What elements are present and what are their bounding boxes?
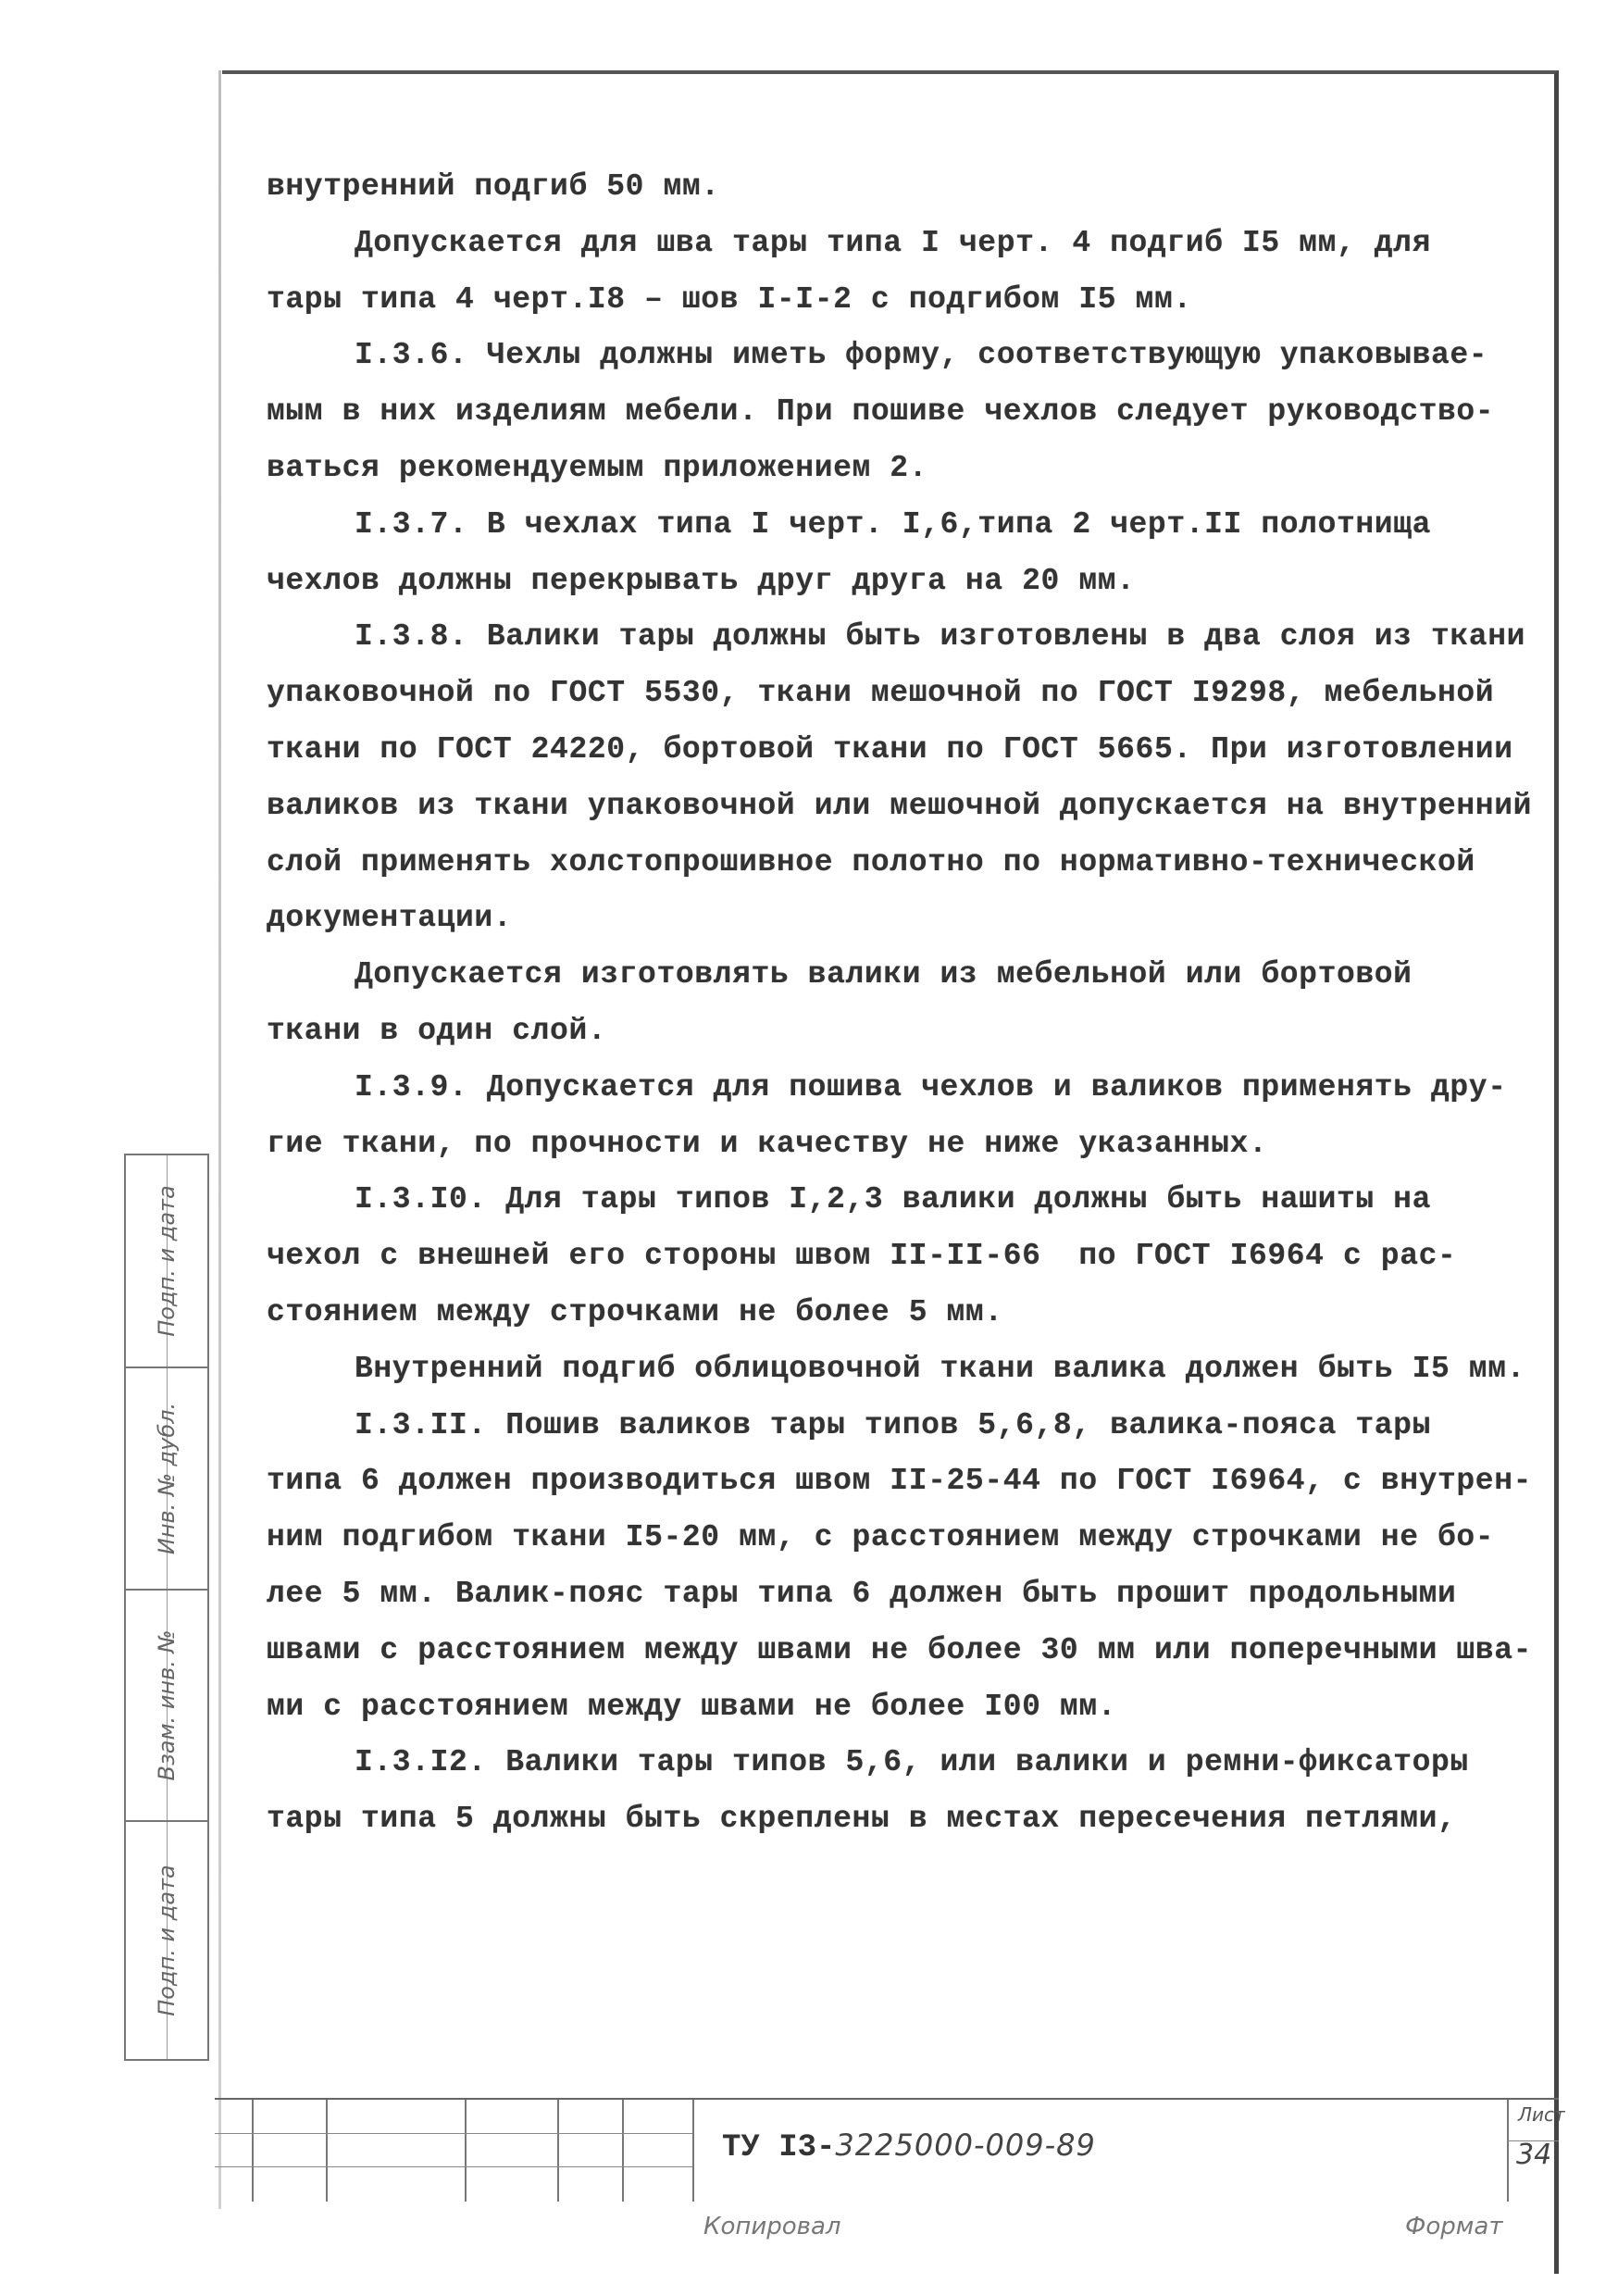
side-stamp-label: Инв. № дубл. <box>154 1402 180 1555</box>
text-line: Допускается для шва тары типа I черт. 4 подгиб I5 мм, для <box>355 225 1431 260</box>
title-block-rule <box>215 2133 692 2134</box>
copied-by-label: Копировал <box>703 2213 841 2240</box>
text-line: тары типа 4 черт.I8 – шов I-I-2 с подгибом I5 мм. <box>267 281 1192 317</box>
title-block-rule <box>1507 2100 1509 2202</box>
title-block-rule <box>692 2100 694 2202</box>
text-line: лее 5 мм. Валик-пояс тары типа 6 должен быть прошит продольными <box>267 1576 1457 1611</box>
side-stamp-label: Взам. инв. № <box>154 1629 180 1781</box>
text-line: I.3.I0. Для тары типов I,2,3 валики должны быть нашиты на <box>355 1182 1431 1217</box>
text-line: мым в них изделиям мебели. При пошиве чехлов следует руководство- <box>267 394 1495 430</box>
text-line: чехлов должны перекрывать друг друга на 20 мм. <box>267 563 1136 598</box>
side-stamp-cell <box>126 1368 207 1591</box>
document-body <box>267 159 1559 1848</box>
text-line: чехол с внешней его стороны швом II-II-66 по ГОСТ I6964 с рас- <box>267 1239 1457 1274</box>
text-line: I.3.II. Пошив валиков тары типов 5,6,8, валика-пояса тары <box>355 1407 1431 1442</box>
text-line: I.3.7. В чехлах типа I черт. I,6,типа 2 черт.II полотнища <box>355 506 1431 542</box>
title-block-rule <box>622 2100 624 2202</box>
format-label: Формат <box>1405 2213 1503 2240</box>
left-margin-rule <box>218 70 221 2209</box>
document-code <box>722 2128 1096 2165</box>
title-block-rule <box>557 2100 559 2202</box>
title-block-rule <box>326 2100 328 2202</box>
text-line: типа 6 должен производиться швом II-25-44 по ГОСТ I6964, с внутрен- <box>267 1464 1533 1499</box>
side-stamp-label: Подп. и дата <box>154 1865 180 2016</box>
text-line: ткани по ГОСТ 24220, бортовой ткани по ГОСТ 5665. При изготовлении <box>267 731 1513 767</box>
side-stamp-cell <box>126 1155 207 1368</box>
text-line: Допускается изготовлять валики из мебельной или бортовой <box>355 957 1413 992</box>
text-line: тары типа 5 должны быть скреплены в местах пересечения петлями, <box>267 1802 1457 1837</box>
side-stamp-column <box>124 1154 209 2061</box>
text-line: ним подгибом ткани I5-20 мм, с расстоянием между строчками не бо- <box>267 1520 1495 1555</box>
side-stamp-cell <box>126 1591 207 1822</box>
text-line: внутренний подгиб 50 мм. <box>267 169 720 204</box>
title-block-rule <box>465 2100 467 2202</box>
text-line: ваться рекомендуемым приложением 2. <box>267 450 928 485</box>
side-stamp-cell <box>126 1822 207 2059</box>
side-stamp-label: Подп. и дата <box>154 1185 180 1337</box>
text-line: валиков из ткани упаковочной или мешочной допускается на внутренний <box>267 788 1533 823</box>
text-line: гие ткани, по прочности и качеству не ниже указанных. <box>267 1126 1268 1161</box>
text-line: швами с расстоянием между швами не более 30 мм или поперечными шва- <box>267 1632 1533 1667</box>
text-line: I.3.8. Валики тары должны быть изготовлены в два слоя из ткани <box>355 619 1525 655</box>
text-line: слой применять холстопрошивное полотно по нормативно-технической <box>267 844 1475 880</box>
text-line: документации. <box>267 901 513 936</box>
text-line: I.3.6. Чехлы должны иметь форму, соответствующую упаковывае- <box>355 338 1488 373</box>
document-code-prefix: ТУ I3- <box>722 2130 836 2165</box>
document-code-number: 3225000-009-89 <box>835 2128 1096 2163</box>
text-line: ткани в один слой. <box>267 1013 607 1048</box>
title-block-rule <box>252 2100 254 2202</box>
text-line: Внутренний подгиб облицовочной ткани валика должен быть I5 мм. <box>355 1351 1525 1386</box>
sheet-number: 34 <box>1516 2139 1552 2171</box>
text-line: I.3.9. Допускается для пошива чехлов и валиков применять дру- <box>355 1069 1507 1104</box>
text-line: I.3.I2. Валики тары типов 5,6, или валики и ремни-фиксаторы <box>355 1745 1469 1780</box>
text-line: упаковочной по ГОСТ 5530, ткани мешочной по ГОСТ I9298, мебельной <box>267 676 1495 711</box>
sheet-label: Лист <box>1518 2103 1565 2126</box>
text-line: ми с расстоянием между швами не более I00 мм. <box>267 1689 1117 1724</box>
title-block-rule <box>215 2166 692 2167</box>
text-line: стоянием между строчками не более 5 мм. <box>267 1294 1003 1329</box>
